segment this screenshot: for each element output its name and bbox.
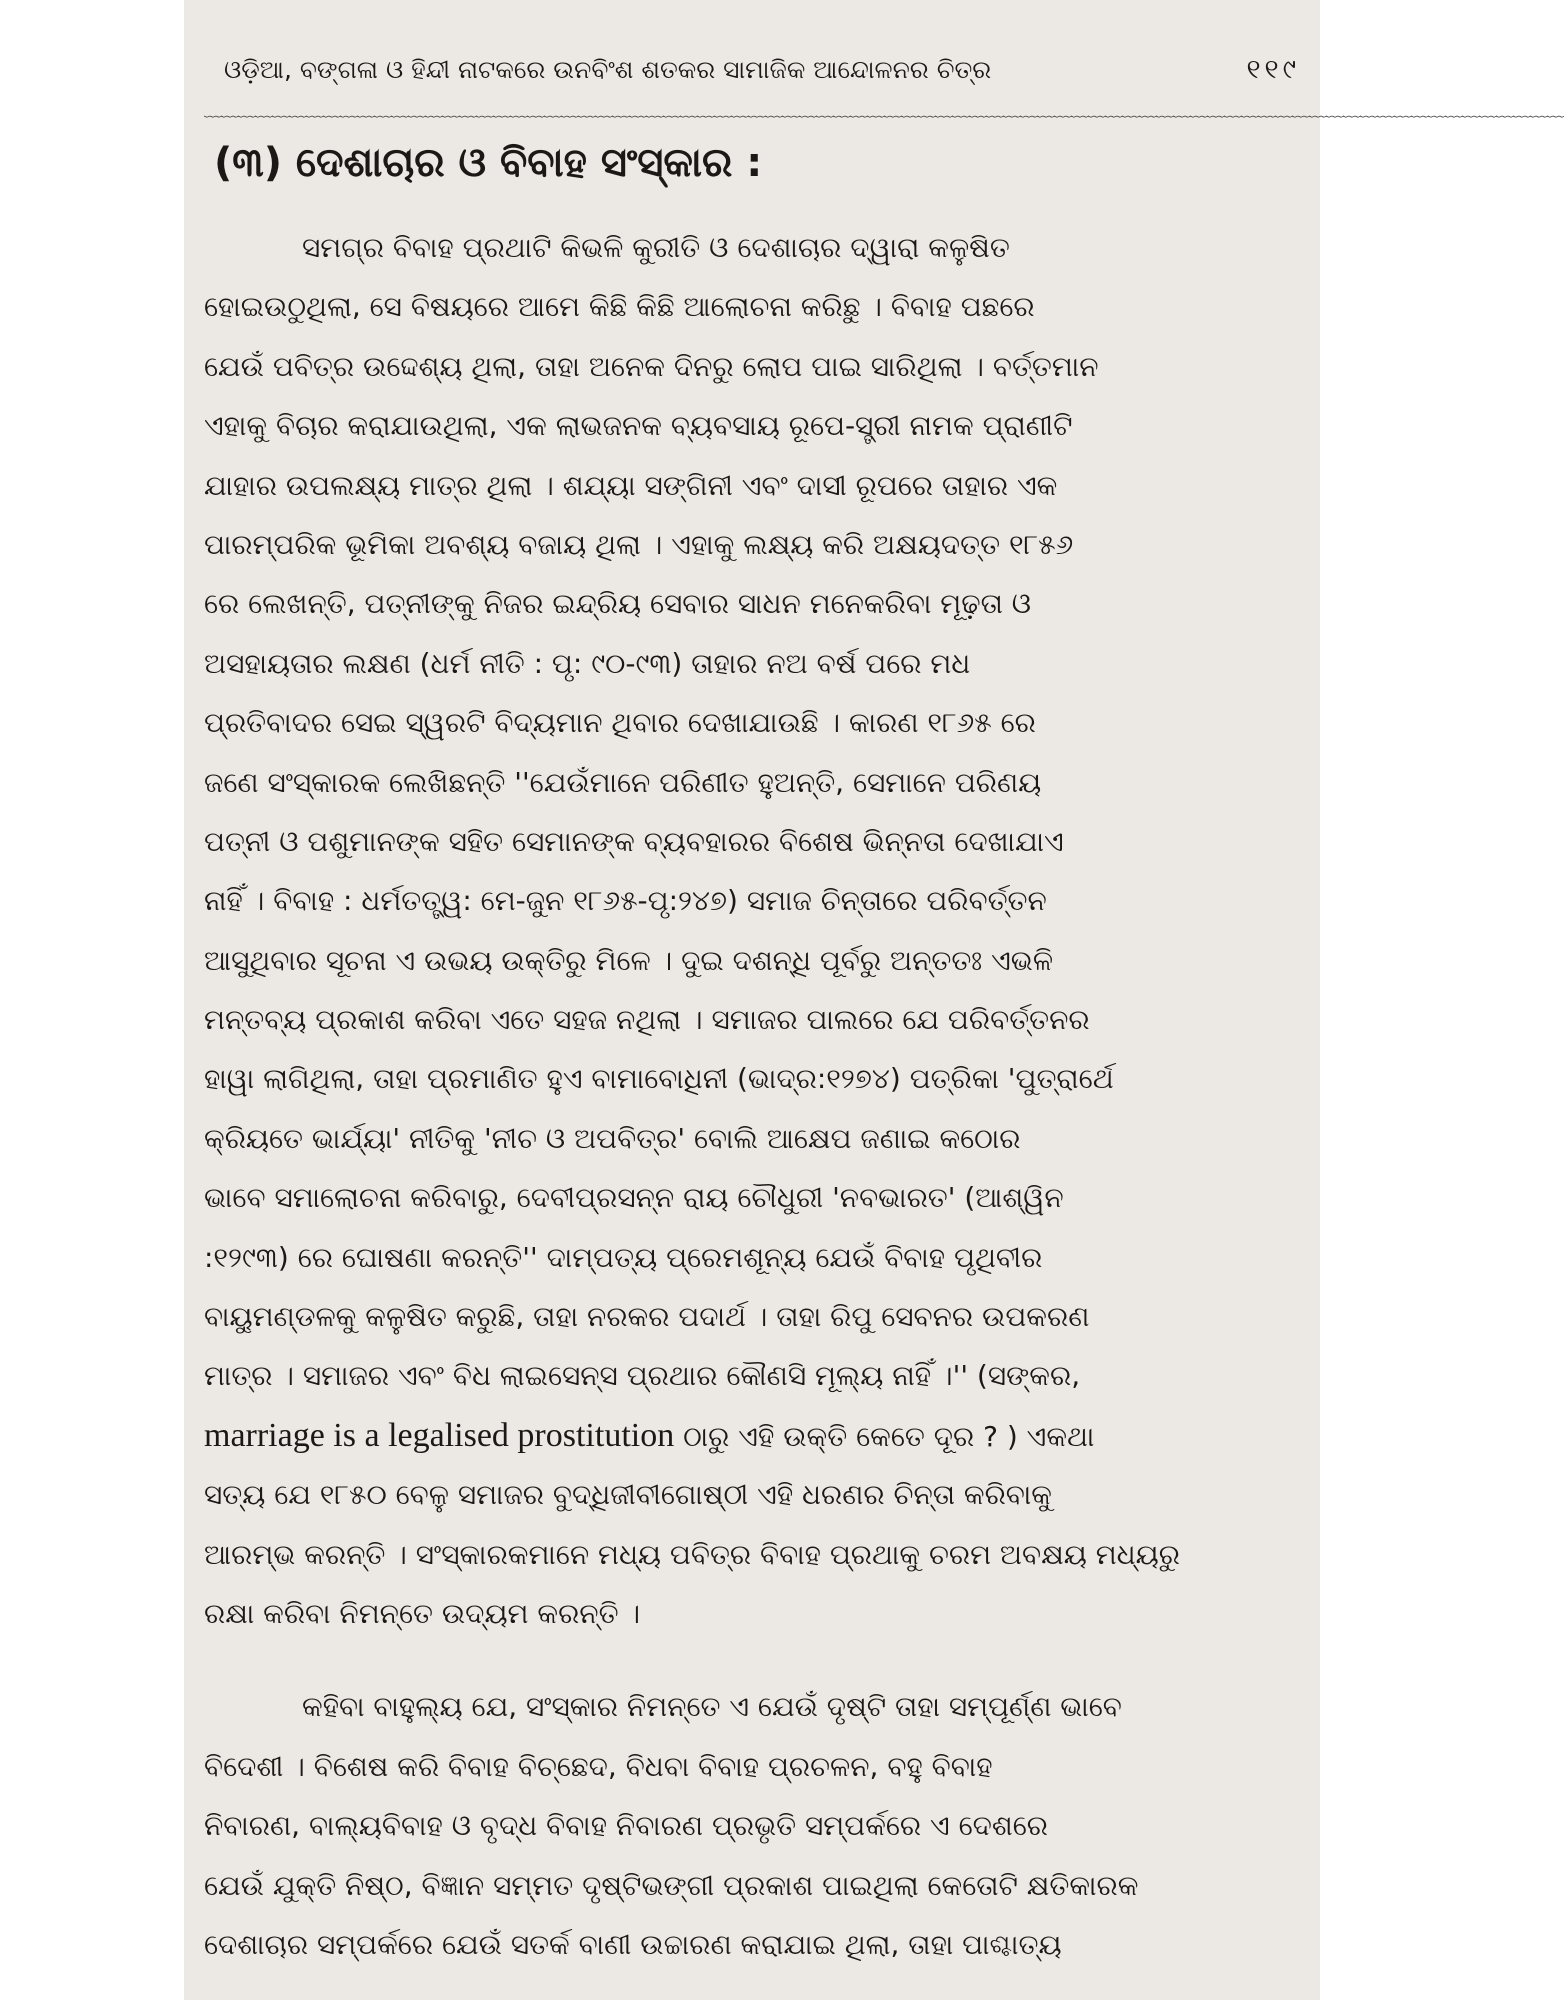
english-phrase: marriage is a legalised prostitution — [204, 1416, 675, 1454]
text-line: ଯାହାର ଉପଲକ୍ଷ୍ୟ ମାତ୍ର ଥିଲା । ଶଯ୍ୟା ସଙ୍ଗିନୀ ଏବଂ ଦାସୀ ରୂପରେ ତାହାର ଏକ — [204, 468, 1058, 502]
text-line: ଆସୁଥିବାର ସୂଚନା ଏ ଉଭୟ ଉକ୍ତିରୁ ମିଳେ । ଦୁଇ ଦଶନ୍ଧି ପୂର୍ବରୁ ଅନ୍ତତଃ ଏଭଳି — [204, 943, 1054, 977]
text-line: କହିବା ବାହୁଲ୍ୟ ଯେ, ସଂସ୍କାର ନିମନ୍ତେ ଏ ଯେଉଁ ଦୃଷ୍ଟି ତାହା ସମ୍ପୂର୍ଣ୍ଣ ଭାବେ — [302, 1690, 1122, 1724]
text-line: ମନ୍ତବ୍ୟ ପ୍ରକାଶ କରିବା ଏତେ ସହଜ ନଥିଲା । ସମାଜର ପାଲରେ ଯେ ପରିବର୍ତ୍ତନର — [204, 1003, 1090, 1037]
page-content — [204, 30, 1564, 1990]
text-line: ଭାବେ ସମାଲୋଚନା କରିବାରୁ, ଦେବୀପ୍ରସନ୍ନ ରାୟ ଚୌଧୁରୀ 'ନବଭାରତ' (ଆଶ୍ୱିନ — [204, 1181, 1064, 1215]
text-line: ଆରମ୍ଭ କରନ୍ତି । ସଂସ୍କାରକମାନେ ମଧ୍ୟ ପବିତ୍ର ବିବାହ ପ୍ରଥାକୁ ଚରମ ଅବକ୍ଷୟ ମଧ୍ୟରୁ — [204, 1537, 1180, 1571]
text-line: ଯେଉଁ ଯୁକ୍ତି ନିଷ୍ଠ, ବିଜ୍ଞାନ ସମ୍ମତ ଦୃଷ୍ଟିଭଙ୍ଗୀ ପ୍ରକାଶ ପାଇଥିଲା କେତୋଟି କ୍ଷତିକାରକ — [204, 1868, 1139, 1902]
body-text — [204, 218, 1300, 1974]
text-line-mixed — [204, 1406, 1300, 1465]
text-line: ମାତ୍ର । ସମାଜର ଏବଂ ବିଧ ଲାଇସେନ୍ସ ପ୍ରଥାର କୌଣସି ମୂଲ୍ୟ ନାହିଁ ।'' (ସଙ୍କର, — [204, 1359, 1081, 1393]
text-line: ପ୍ରତିବାଦର ସେଇ ସ୍ୱରଟି ବିଦ୍ୟମାନ ଥିବାର ଦେଖାଯାଉଛି । କାରଣ ୧୮୬୫ ରେ — [204, 706, 1036, 740]
text-line: ଏହାକୁ ବିଚାର କରାଯାଉଥିଲା, ଏକ ଲାଭଜନକ ବ୍ୟବସାୟ ରୂପେ-ସ୍ତ୍ରୀ ନାମକ ପ୍ରାଣୀଟି — [204, 409, 1073, 443]
text-line: ଯେଉଁ ପବିତ୍ର ଉଦ୍ଦେଶ୍ୟ ଥିଲା, ତାହା ଅନେକ ଦିନରୁ ଲୋପ ପାଇ ସାରିଥିଲା । ବର୍ତ୍ତମାନ — [204, 349, 1099, 383]
text-line: :୧୨୯୩) ରେ ଘୋଷଣା କରନ୍ତି'' ଦାମ୍ପତ୍ୟ ପ୍ରେମଶୂନ୍ୟ ଯେଉଁ ବିବାହ ପୃଥିବୀର — [204, 1240, 1043, 1274]
odia-phrase: ଠାରୁ ଏହି ଉକ୍ତି କେତେ ଦୂର ? ) ଏକଥା — [674, 1419, 1095, 1453]
paragraph-gap — [204, 1643, 1300, 1677]
running-head-title: ଓଡ଼ିଆ, ବଙ୍ଗଳା ଓ ହିନ୍ଦୀ ନାଟକରେ ଉନବିଂଶ ଶତକର ସାମାଜିକ ଆନ୍ଦୋଳନର ଚିତ୍ର — [224, 55, 992, 84]
text-line: ଜଣେ ସଂସ୍କାରକ ଲେଖିଛନ୍ତି ''ଯେଉଁମାନେ ପରିଣୀତ ହୁଅନ୍ତି, ସେମାନେ ପରିଣୟ — [204, 765, 1042, 799]
text-line: ରକ୍ଷା କରିବା ନିମନ୍ତେ ଉଦ୍ୟମ କରନ୍ତି । — [204, 1596, 641, 1630]
text-line: ଅସହାୟତାର ଲକ୍ଷଣ (ଧର୍ମ ନୀତି : ପୃ: ୯୦-୯୩) ତାହାର ନଅ ବର୍ଷ ପରେ ମଧ — [204, 646, 971, 680]
text-line: ସତ୍ୟ ଯେ ୧୮୫୦ ବେଳୁ ସମାଜର ବୁଦ୍ଧିଜୀବୀଗୋଷ୍ଠୀ ଏହି ଧରଣର ଚିନ୍ତା କରିବାକୁ — [204, 1478, 1052, 1512]
text-line: ଦେଶାଚାର ସମ୍ପର୍କରେ ଯେଉଁ ସତର୍କ ବାଣୀ ଉଚ୍ଚାରଣ କରାଯାଇ ଥିଲା, ତାହା ପାଶ୍ଚାତ୍ୟ — [204, 1927, 1062, 1961]
text-line: ରେ ଲେଖନ୍ତି, ପତ୍ନୀଙ୍କୁ ନିଜର ଇନ୍ଦ୍ରିୟ ସେବାର ସାଧନ ମନେକରିବା ମୂଢ଼ତା ଓ — [204, 587, 1032, 621]
text-line: ପାରମ୍ପରିକ ଭୂମିକା ଅବଶ୍ୟ ବଜାୟ ଥିଲା । ଏହାକୁ ଲକ୍ଷ୍ୟ କରି ଅକ୍ଷୟଦତ୍ତ ୧୮୫୬ — [204, 527, 1074, 561]
text-line: ପତ୍ନୀ ଓ ପଶୁମାନଙ୍କ ସହିତ ସେମାନଙ୍କ ବ୍ୟବହାରର ବିଶେଷ ଭିନ୍ନତା ଦେଖାଯାଏ — [204, 824, 1064, 858]
running-head — [224, 48, 1300, 92]
decorative-rule: ﹏﹏﹏﹏﹏﹏﹏﹏﹏﹏﹏﹏﹏﹏﹏﹏﹏﹏﹏﹏﹏﹏﹏﹏﹏﹏﹏﹏﹏﹏﹏﹏﹏﹏﹏﹏﹏﹏﹏﹏﹏﹏﹏﹏﹏﹏﹏﹏﹏﹏﹏﹏﹏﹏﹏﹏﹏﹏﹏﹏﹏﹏﹏﹏﹏﹏﹏﹏﹏﹏﹏﹏﹏﹏﹏﹏﹏﹏﹏﹏ — [204, 100, 1564, 121]
text-line: ନାହିଁ । ବିବାହ : ଧର୍ମତତ୍ତ୍ୱ: ମେ-ଜୁନ ୧୮୬୫-ପୃ:୨୪୭) ସମାଜ ଚିନ୍ତାରେ ପରିବର୍ତ୍ତନ — [204, 884, 1047, 918]
text-line: ସମଗ୍ର ବିବାହ ପ୍ରଥାଟି କିଭଳି କୁରୀତି ଓ ଦେଶାଚାର ଦ୍ୱାରା କଳୁଷିତ — [302, 231, 1010, 264]
text-line: ହୋଇଉଠୁଥିଲା, ସେ ବିଷୟରେ ଆମେ କିଛି କିଛି ଆଲୋଚନା କରିଛୁ । ବିବାହ ପଛରେ — [204, 290, 1035, 324]
page-number: ୧୧୯ — [1246, 54, 1300, 85]
text-line: ବାୟୁମଣ୍ଡଳକୁ କଳୁଷିତ କରୁଛି, ତାହା ନରକର ପଦାର୍ଥ । ତାହା ରିପୁ ସେବନର ଉପକରଣ — [204, 1300, 1090, 1334]
text-line: ବିଦେଶୀ । ବିଶେଷ କରି ବିବାହ ବିଚ୍ଛେଦ, ବିଧବା ବିବାହ ପ୍ରଚଳନ, ବହୁ ବିବାହ — [204, 1749, 993, 1783]
book-page-scan — [184, 0, 1564, 2000]
text-line: ନିବାରଣ, ବାଲ୍ୟବିବାହ ଓ ବୃଦ୍ଧ ବିବାହ ନିବାରଣ ପ୍ରଭୃତି ସମ୍ପର୍କରେ ଏ ଦେଶରେ — [204, 1809, 1048, 1843]
text-line: କ୍ରିୟତେ ଭାର୍ଯ୍ୟା' ନୀତିକୁ 'ନୀଚ ଓ ଅପବିତ୍ର' ବୋଲି ଆକ୍ଷେପ ଜଣାଇ କଠୋର — [204, 1121, 1021, 1155]
section-heading: (୩) ଦେଶାଚାର ଓ ବିବାହ ସଂସ୍କାର : — [214, 140, 763, 186]
text-line: ହାୱା ଲାଗିଥିଲା, ତାହା ପ୍ରମାଣିତ ହୁଏ ବାମାବୋଧିନୀ (ଭାଦ୍ର:୧୨୭୪) ପତ୍ରିକା 'ପୁତ୍ରାର୍ଥେ — [204, 1062, 1114, 1096]
